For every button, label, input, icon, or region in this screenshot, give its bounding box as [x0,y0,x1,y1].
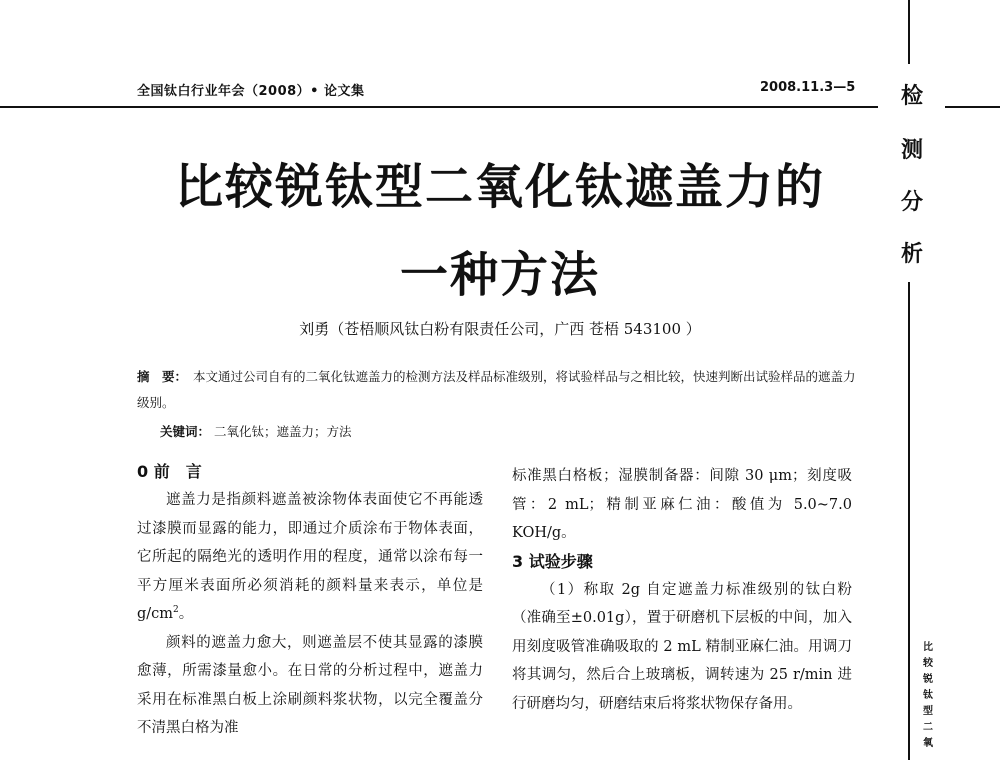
side-tab-char-2: 测 [900,138,923,163]
side-vertical-rule-top [908,0,910,64]
author-affiliation: 刘勇（苍梧顺风钛白粉有限责任公司，广西 苍梧 543100 ） [299,320,701,338]
keywords-label: 关键词： [160,424,211,439]
paragraph-text: 遮盖力是指颜料遮盖被涂物体表面使它不再能透过漆膜而显露的能力，即通过介质涂布于物体表面，它所起的隔绝光的透明作用的程度，通常以涂布每一平方厘米表面所必须消耗的颜料量来表示，单位是g/cm [137,492,483,622]
keywords-text: 二氧化钛；遮盖力；方法 [214,424,352,439]
abstract [137,364,857,416]
superscript: 2 [173,605,179,616]
paragraph [137,486,483,629]
side-running-char: 钛 [923,690,933,701]
keywords [160,422,352,440]
conference-date: 2008.11.3—5 [760,80,856,95]
header-rule [0,106,878,108]
section-heading-preface: 0 前 言 [137,462,202,481]
section-heading-steps: 3 试验步骤 [512,551,593,571]
side-tab-char-3: 分 [900,190,923,215]
abstract-text: 本文通过公司自有的二氧化钛遮盖力的检测方法及样品标准级别，将试验样品与之相比较，快速判断出试验样品的遮盖力级别。 [137,369,856,410]
side-tab-char-4: 析 [900,242,923,267]
side-running-char: 比 [923,642,933,653]
left-column [137,458,483,743]
journal-header: 全国钛白行业年会（2008）• 论文集 [137,84,365,99]
abstract-label: 摘 要： [137,369,188,384]
right-column [512,462,852,718]
paper-title-line-2: 一种方法 [399,247,600,303]
side-running-char: 型 [923,706,933,717]
side-running-char: 氧 [923,738,933,749]
side-running-char: 二 [923,722,933,733]
side-running-title [918,640,938,752]
paragraph: 颜料的遮盖力愈大，则遮盖层不使其显露的漆膜愈薄，所需漆量愈小。在日常的分析过程中，遮盖力采用在标准黑白板上涂刷颜料浆状物，以完全覆盖分不清黑白格为准 [137,634,483,736]
paragraph-end: 。 [178,606,194,622]
side-tab-char-1: 检 [900,84,923,109]
side-running-char: 锐 [923,674,933,685]
paragraph-step-1: （1）称取 2g 自定遮盖力标准级别的钛白粉（准确至±0.01g），置于研磨机下层板的中间，加入用刻度吸管准确吸取的 2 mL 精制亚麻仁油。用调刀将其调匀，然后合上玻璃板，调转速为 25 r/min 进行研磨均匀，研磨结束后将浆状物保存备用。 [512,581,852,712]
side-vertical-rule [908,282,910,760]
paper-title-line-1: 比较锐钛型二氧化钛遮盖力的 [174,159,825,215]
paragraph-continued: 标准黑白格板；湿膜制备器：间隙 30 μm；刻度吸管：2 mL；精制亚麻仁油：酸值为 5.0~7.0 KOH/g。 [512,468,852,541]
side-rule [945,106,1000,108]
side-running-char: 较 [923,658,933,669]
